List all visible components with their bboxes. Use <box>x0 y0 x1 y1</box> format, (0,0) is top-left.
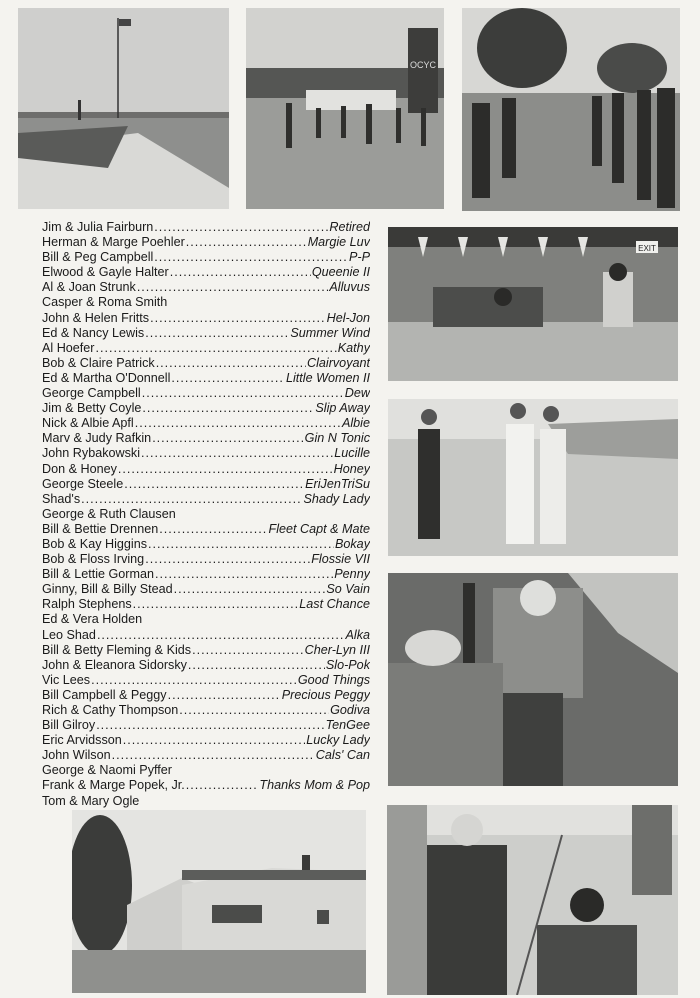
roster-entry <box>42 311 370 326</box>
boat-name: Thanks Mom & Pop <box>259 778 370 793</box>
member-name: Bill & Betty Fleming & Kids <box>42 642 192 657</box>
member-name: Don & Honey <box>42 461 117 476</box>
member-name: Ed & Martha O'Donnell <box>42 370 171 385</box>
dot-leader <box>154 250 348 265</box>
roster-entry <box>42 250 370 265</box>
roster-entry <box>42 507 370 522</box>
member-name: Nick & Albie Apfl <box>42 416 134 431</box>
member-name: Ed & Nancy Lewis <box>42 325 145 340</box>
roster-entry <box>42 522 370 537</box>
dot-leader <box>118 462 333 477</box>
dot-leader <box>141 446 333 461</box>
photo-harbor-flagpole <box>18 8 229 209</box>
roster-entry <box>42 612 370 627</box>
roster-entry <box>42 401 370 416</box>
photo-women-dock <box>388 399 678 556</box>
boat-name: Penny <box>334 567 370 582</box>
roster-entry <box>42 477 370 492</box>
member-name: George Campbell <box>42 386 141 401</box>
member-name: Casper & Roma Smith <box>42 295 168 310</box>
roster-entry <box>42 718 370 733</box>
member-name: Shad's <box>42 491 81 506</box>
dot-leader <box>179 703 329 718</box>
member-name: John & Helen Fritts <box>42 310 150 325</box>
dot-leader <box>150 311 326 326</box>
roster-entry <box>42 763 370 778</box>
boat-name: P-P <box>349 250 370 265</box>
member-name: Bill & Bettie Drennen <box>42 521 159 536</box>
dot-leader <box>186 778 259 793</box>
dot-leader <box>142 401 314 416</box>
member-name: John Rybakowski <box>42 446 140 461</box>
member-name: Bob & Kay Higgins <box>42 536 148 551</box>
dot-leader <box>155 567 333 582</box>
roster-entry <box>42 356 370 371</box>
roster-entry <box>42 778 370 793</box>
dot-leader <box>97 628 345 643</box>
boat-name: Last Chance <box>299 597 370 612</box>
boat-name: Little Women II <box>286 370 370 385</box>
boat-name: Flossie VII <box>311 552 370 567</box>
boat-name: Gin N Tonic <box>304 431 370 446</box>
dot-leader <box>174 582 326 597</box>
member-name: Jim & Betty Coyle <box>42 401 142 416</box>
roster-entry <box>42 416 370 431</box>
photo-crowd-clubhouse <box>246 8 444 209</box>
boat-name: TenGee <box>325 718 370 733</box>
boat-name: Godiva <box>330 703 370 717</box>
dot-leader <box>133 597 299 612</box>
boat-name: Alka <box>345 627 370 642</box>
dot-leader <box>159 522 267 537</box>
boat-name: Retired <box>329 220 370 234</box>
member-name: Vic Lees <box>42 672 91 687</box>
member-name: Bill & Peg Campbell <box>42 250 154 265</box>
member-name: Bill & Lettie Gorman <box>42 567 154 582</box>
roster-entry <box>42 628 370 643</box>
boat-name: Slip Away <box>315 401 370 416</box>
roster-entry <box>42 537 370 552</box>
roster-entry <box>42 492 370 507</box>
dot-leader <box>91 673 297 688</box>
member-name: Tom & Mary Ogle <box>42 793 140 808</box>
roster-entry <box>42 462 370 477</box>
member-name: Bob & Floss Irving <box>42 552 145 567</box>
member-boat-roster <box>42 220 370 809</box>
member-name: Frank & Marge Popek, Jr. <box>42 778 185 793</box>
dot-leader <box>188 658 325 673</box>
roster-entry <box>42 567 370 582</box>
boat-name: Good Things <box>297 672 370 687</box>
member-name: Bill Campbell & Peggy <box>42 687 167 702</box>
boat-name: Margie Luv <box>307 235 370 250</box>
member-name: Jim & Julia Fairburn <box>42 220 154 234</box>
dot-leader <box>96 341 337 356</box>
member-name: Leo Shad <box>42 627 96 642</box>
photo-club-building <box>72 810 366 993</box>
dot-leader <box>112 748 315 763</box>
roster-entry <box>42 688 370 703</box>
roster-entry <box>42 295 370 310</box>
roster-entry <box>42 235 370 250</box>
roster-entry <box>42 748 370 763</box>
roster-entry <box>42 446 370 461</box>
member-name: Bill Gilroy <box>42 718 96 733</box>
member-name: Elwood & Gayle Halter <box>42 265 169 280</box>
dot-leader <box>186 235 307 250</box>
boat-name: Honey <box>333 461 370 476</box>
roster-entry <box>42 643 370 658</box>
dot-leader <box>152 431 303 446</box>
member-name: John Wilson <box>42 748 111 763</box>
member-name: Eric Arvidsson <box>42 733 122 748</box>
roster-entry <box>42 341 370 356</box>
roster-entry <box>42 703 370 718</box>
dot-leader <box>145 326 289 341</box>
boat-name: Slo-Pok <box>325 657 370 672</box>
roster-entry <box>42 597 370 612</box>
photo-snack-bar <box>388 227 678 381</box>
photo-dock-repair <box>388 573 678 786</box>
dot-leader <box>137 280 329 295</box>
member-name: Herman & Marge Poehler <box>42 235 185 250</box>
boat-name: Dew <box>344 386 370 401</box>
boat-name: Queenie II <box>311 265 370 280</box>
member-name: George & Naomi Pyffer <box>42 763 172 778</box>
boat-name: Fleet Capt & Mate <box>268 521 370 536</box>
roster-entry <box>42 794 370 809</box>
member-name: Ed & Vera Holden <box>42 612 143 627</box>
dot-leader <box>123 733 305 748</box>
boat-name: Bokay <box>334 536 370 551</box>
dot-leader <box>96 718 324 733</box>
member-name: Bob & Claire Patrick <box>42 355 155 370</box>
boat-name: Shady Lady <box>303 491 370 506</box>
dot-leader <box>145 552 310 567</box>
roster-entry <box>42 658 370 673</box>
boat-name: Kathy <box>337 340 370 355</box>
building-sign: OCYC <box>409 60 437 70</box>
boat-name: So Vain <box>326 582 370 597</box>
exit-sign: EXIT <box>638 244 656 253</box>
dot-leader <box>192 643 304 658</box>
roster-entry <box>42 371 370 386</box>
member-name: Al & Joan Strunk <box>42 280 136 295</box>
roster-entry <box>42 733 370 748</box>
boat-name: Lucille <box>334 446 370 461</box>
roster-entry <box>42 673 370 688</box>
boat-name: Precious Peggy <box>281 687 370 702</box>
member-name: Ginny, Bill & Billy Stead <box>42 582 173 597</box>
member-name: Marv & Judy Rafkin <box>42 431 152 446</box>
roster-entry <box>42 582 370 597</box>
roster-entry <box>42 552 370 567</box>
member-name: George & Ruth Clausen <box>42 506 176 521</box>
boat-name: Summer Wind <box>290 325 370 340</box>
dot-leader <box>142 386 344 401</box>
member-name: John & Eleanora Sidorsky <box>42 657 187 672</box>
dot-leader <box>148 537 334 552</box>
member-name: Al Hoefer <box>42 340 95 355</box>
boat-name: Hel-Jon <box>326 310 370 325</box>
roster-entry <box>42 220 370 235</box>
boat-name: Alluvus <box>329 280 370 295</box>
photo-lawn-game <box>462 8 680 211</box>
roster-entry <box>42 265 370 280</box>
roster-entry <box>42 386 370 401</box>
roster-entry <box>42 280 370 295</box>
roster-entry <box>42 431 370 446</box>
boat-name: Clairvoyant <box>307 355 370 370</box>
dot-leader <box>156 356 306 371</box>
member-name: Ralph Stephens <box>42 597 132 612</box>
dot-leader <box>171 371 285 386</box>
boat-name: EriJenTriSu <box>305 476 370 491</box>
dot-leader <box>124 477 304 492</box>
photo-two-men <box>387 805 678 995</box>
dot-leader <box>170 265 311 280</box>
dot-leader <box>81 492 302 507</box>
boat-name: Cher-Lyn III <box>304 642 370 657</box>
dot-leader <box>135 416 341 431</box>
dot-leader <box>154 220 328 235</box>
roster-entry <box>42 326 370 341</box>
boat-name: Lucky Lady <box>306 733 370 748</box>
boat-name: Albie <box>341 416 370 431</box>
member-name: Rich & Cathy Thompson <box>42 703 179 717</box>
dot-leader <box>168 688 281 703</box>
member-name: George Steele <box>42 476 124 491</box>
boat-name: Cals' Can <box>315 748 370 763</box>
